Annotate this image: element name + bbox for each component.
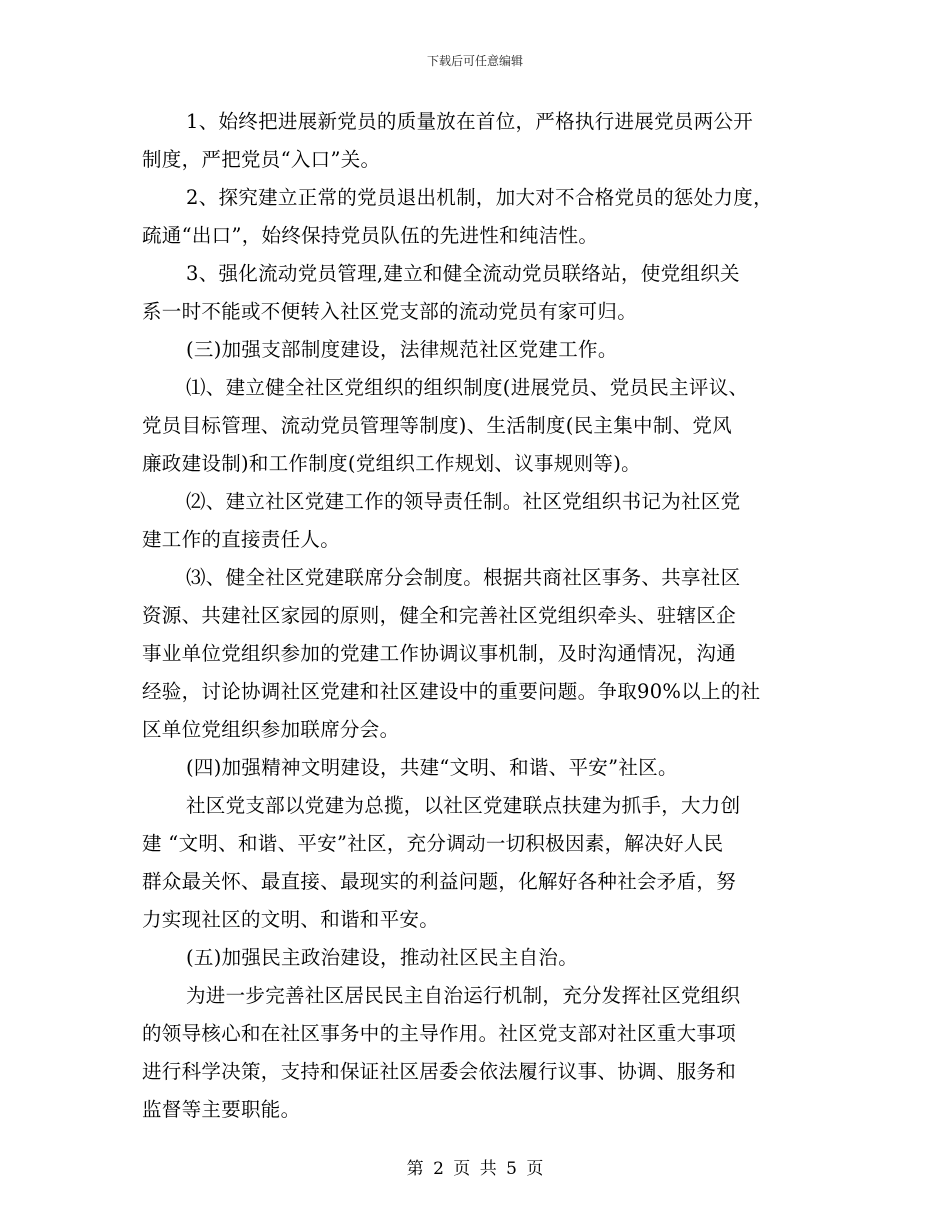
text-line: ⑵、建立社区党建工作的领导责任制。社区党组织书记为社区党 (186, 490, 741, 513)
text-line: 制度，严把党员“入口”关。 (142, 148, 381, 171)
text-line: 社区党支部以党建为总揽，以社区党建联点扶建为抓手，大力创 (186, 794, 741, 817)
text-line: 建工作的直接责任人。 (142, 528, 341, 551)
text-line: 廉政建设制)和工作制度(党组织工作规划、议事规则等)。 (142, 452, 641, 475)
text-line: 监督等主要职能。 (142, 1098, 301, 1121)
text-line: (四)加强精神文明建设，共建“文明、和谐、平安”社区。 (186, 756, 678, 779)
text-line: 力实现社区的文明、和谐和平安。 (142, 908, 440, 931)
text-line: 进行科学决策，支持和保证社区居委会依法履行议事、协调、服务和 (142, 1060, 737, 1083)
text-line: (三)加强支部制度建设，法律规范社区党建工作。 (186, 338, 618, 361)
text-line: 区单位党组织参加联席分会。 (142, 718, 400, 741)
text-line: 的领导核心和在社区事务中的主导作用。社区党支部对社区重大事项 (142, 1022, 737, 1045)
text-line: (五)加强民主政治建设，推动社区民主自治。 (186, 946, 579, 969)
page-header: 下载后可任意编辑 (426, 54, 523, 68)
text-line: ⑶、健全社区党建联席分会制度。根据共商社区事务、共享社区 (186, 566, 741, 589)
document-body (142, 110, 812, 1136)
text-line: 系一时不能或不便转入社区党支部的流动党员有家可归。 (142, 300, 638, 323)
page-footer: 第 2 页 共 5 页 (406, 1159, 544, 1179)
text-line: 资源、共建社区家园的原则，健全和完善社区党组织牵头、驻辖区企 (142, 604, 737, 627)
text-line: 群众最关怀、最直接、最现实的利益问题，化解好各种社会矛盾，努 (142, 870, 737, 893)
text-line: 疏通“出口”，始终保持党员队伍的先进性和纯洁性。 (142, 224, 599, 247)
text-line: 为进一步完善社区居民民主自治运行机制，充分发挥社区党组织 (186, 984, 741, 1007)
text-line: 党员目标管理、流动党员管理等制度)、生活制度(民主集中制、党风 (142, 414, 733, 437)
text-line: 3、强化流动党员管理,建立和健全流动党员联络站，使党组织关 (186, 262, 740, 285)
text-line: 2、探究建立正常的党员退出机制，加大对不合格党员的惩处力度， (186, 186, 773, 209)
text-line: 事业单位党组织参加的党建工作协调议事机制，及时沟通情况，沟通 (142, 642, 737, 665)
text-line: ⑴、建立健全社区党组织的组织制度(进展党员、党员民主评议、 (186, 376, 749, 399)
text-line: 经验，讨论协调社区党建和社区建设中的重要问题。争取90%以上的社 (142, 680, 761, 703)
text-line: 1、始终把进展新党员的质量放在首位，严格执行进展党员两公开 (186, 110, 754, 133)
text-line: 建 “文明、和谐、平安”社区，充分调动一切积极因素，解决好人民 (142, 832, 724, 855)
